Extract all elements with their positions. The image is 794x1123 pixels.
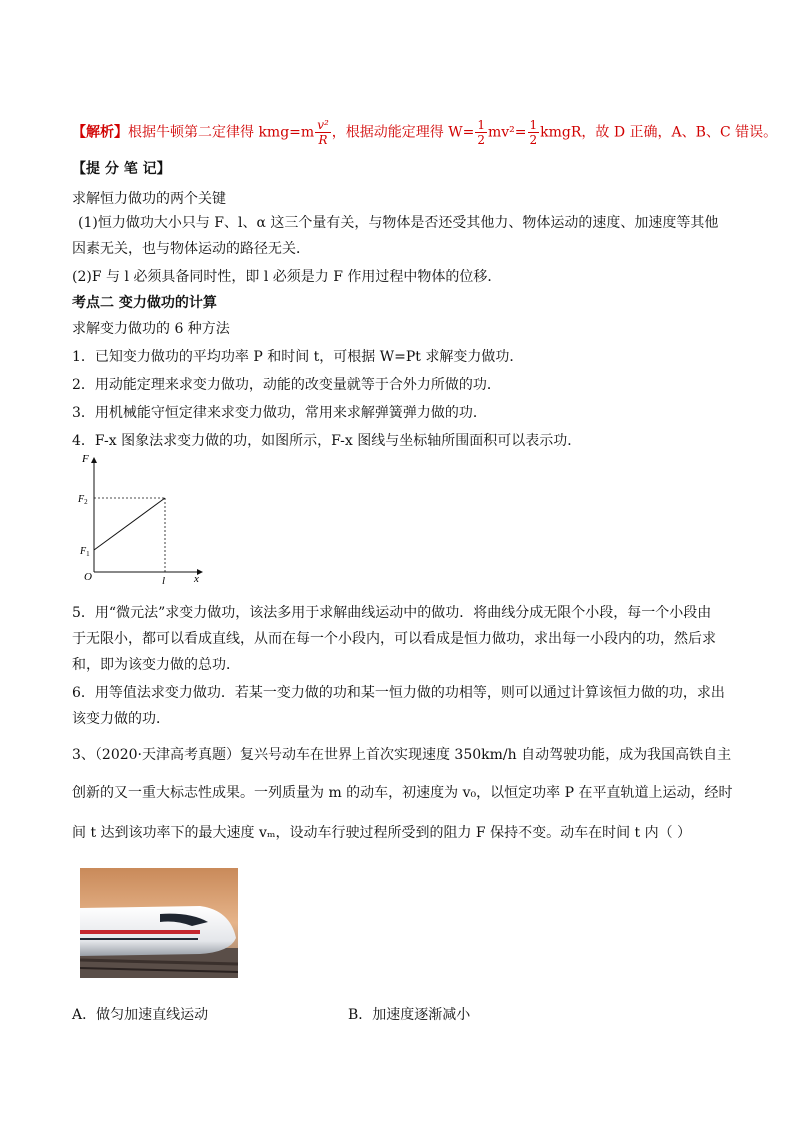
analysis-text-d: kmgR，故 D 正确，A、B、C 错误。 bbox=[540, 124, 778, 141]
method-6-line2: 该变力做的功． bbox=[72, 711, 170, 727]
method-4: 4．F-x 图象法求变力做的功，如图所示，F-x 图线与坐标轴所围面积可以表示功． bbox=[72, 433, 582, 449]
axis-y-label: F bbox=[82, 453, 89, 465]
f-x-line bbox=[94, 498, 165, 550]
constant-force-p1-line1: (1)恒力做功大小只与 F、l、α 这三个量有关，与物体是否还受其他力、物体运动的速度、加速度等其他 bbox=[78, 215, 719, 231]
method-5-line1: 5．用“微元法”求变力做功，该法多用于求解曲线运动中的做功．将曲线分成无限个小段，每一个小段由 bbox=[72, 605, 712, 621]
constant-force-p1-line2: 因素无关，也与物体运动的路径无关． bbox=[72, 241, 310, 257]
f-x-graph bbox=[72, 450, 212, 590]
analysis-tag: 【解析】 bbox=[72, 124, 128, 141]
method-1: 1．已知变力做功的平均功率 P 和时间 t，可根据 W=Pt 求解变力做功． bbox=[72, 349, 524, 365]
notes-heading: 【提 分 笔 记】 bbox=[72, 161, 171, 177]
option-a[interactable]: A．做匀加速直线运动 bbox=[72, 1007, 209, 1023]
question-line2: 创新的又一重大标志性成果。一列质量为 m 的动车，初速度为 v₀，以恒定功率 P 在平直轨道上运动，经时 bbox=[72, 785, 733, 801]
bullet-train-illustration bbox=[80, 868, 238, 978]
method-5-line2: 于无限小，都可以看成直线，从而在每一个小段内，可以看成是恒力做功，求出每一小段内的功，然后求 bbox=[72, 631, 716, 647]
section2-intro: 求解变力做功的 6 种方法 bbox=[72, 321, 230, 337]
analysis-text-c: mv²= bbox=[488, 124, 527, 141]
l-label: l bbox=[162, 575, 166, 587]
f-x-graph-svg bbox=[72, 450, 212, 590]
method-3: 3．用机械能守恒定律来求变力做功，常用来求解弹簧弹力做的功． bbox=[72, 405, 487, 421]
analysis-text-a: 根据牛顿第二定律得 kmg=m bbox=[128, 124, 315, 141]
axis-x-label: x bbox=[194, 573, 199, 585]
option-b[interactable]: B．加速度逐渐减小 bbox=[348, 1007, 471, 1023]
analysis-line bbox=[72, 118, 777, 147]
bullet-train-photo bbox=[80, 868, 238, 978]
f2-label: $F_2$ bbox=[78, 494, 88, 506]
method-2: 2．用动能定理来求变力做功，动能的改变量就等于合外力所做的功． bbox=[72, 377, 501, 393]
f1-label: $F_1$ bbox=[80, 546, 90, 558]
method-5-line3: 和，即为该变力做的总功． bbox=[72, 657, 240, 673]
question-line1: 3、（2020·天津高考真题）复兴号动车在世界上首次实现速度 350km/h 自动驾驶功能，成为我国高铁自主 bbox=[72, 747, 732, 763]
fraction-v2-over-r: $\frac{\text{v²}}{R}$ bbox=[317, 118, 329, 147]
constant-force-p2: (2)F 与 l 必须具备同时性，即 l 必须是力 F 作用过程中物体的位移． bbox=[72, 269, 502, 285]
fraction-half-2: $\frac{1}{2}$ bbox=[529, 118, 538, 147]
method-6-line1: 6．用等值法求变力做功．若某一变力做的功和某一恒力做的功相等，则可以通过计算该恒力做的功，求出 bbox=[72, 685, 725, 701]
fraction-half-1: $\frac{1}{2}$ bbox=[477, 118, 485, 147]
analysis-text-b: ，根据动能定理得 W= bbox=[331, 124, 475, 141]
section2-title: 考点二 变力做功的计算 bbox=[72, 295, 217, 311]
constant-force-title: 求解恒力做功的两个关键 bbox=[72, 191, 226, 207]
origin-label: O bbox=[84, 571, 92, 583]
question-line3: 间 t 达到该功率下的最大速度 vₘ，设动车行驶过程所受到的阻力 F 保持不变。动车在时间 t 内（ ） bbox=[72, 825, 692, 841]
